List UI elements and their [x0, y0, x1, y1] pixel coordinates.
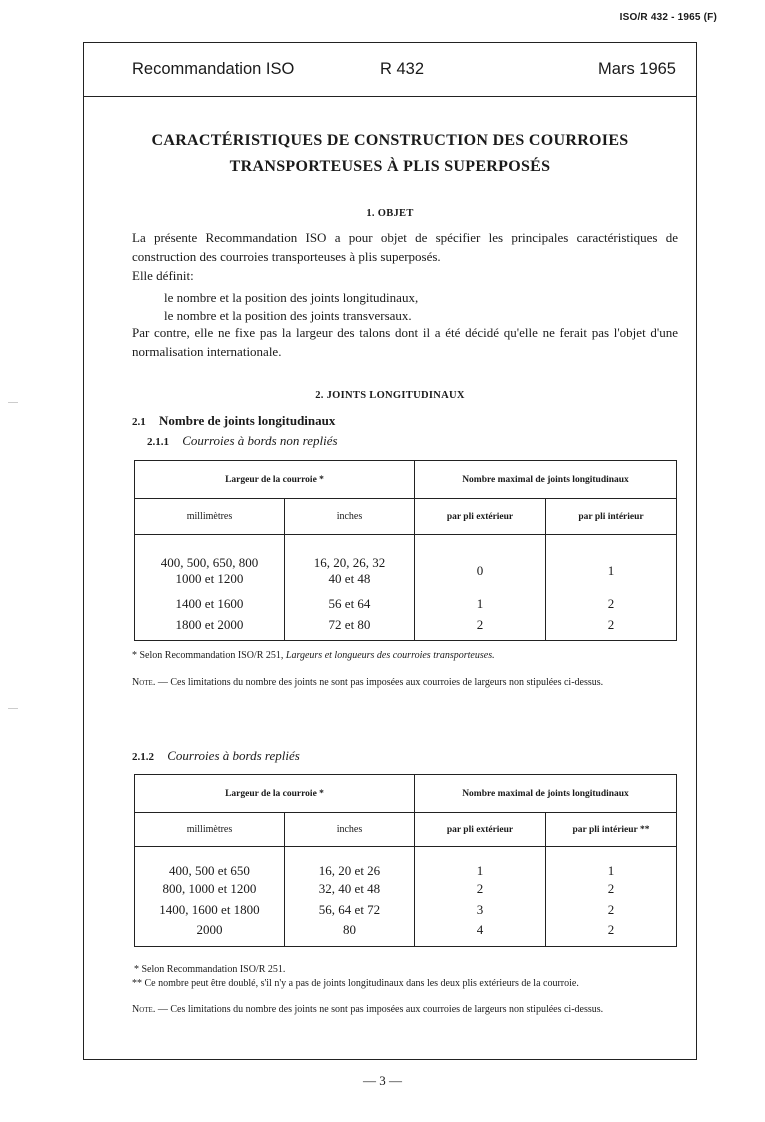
subsection-2-1-1 [147, 433, 338, 449]
t2-cell-in: 32, 40 et 48 [285, 879, 415, 899]
table-folded-edges [134, 774, 677, 947]
page-number: — 3 — [363, 1073, 402, 1088]
note-1 [132, 676, 678, 689]
t1-r1-mm-a: 400, 500, 650, 800 [160, 554, 259, 570]
t2-cell-mm: 1400, 1600 et 1800 [135, 899, 285, 921]
header-number: R 432 [380, 60, 425, 78]
table-row [135, 879, 677, 899]
scan-mark [8, 402, 18, 403]
t2-cell-in: 80 [285, 921, 415, 947]
subsection-2-1-title: Nombre de joints longitudinaux [159, 413, 336, 428]
note-1-text: — Ces limitations du nombre des joints ne sont pas imposées aux courroies de largeurs non stipulées ci-dessus. [155, 677, 604, 688]
t2-cell-ext: 1 [415, 847, 546, 879]
t1-header-width: Largeur de la courroie * [135, 461, 415, 499]
t1-r1-mm-b: 1000 et 1200 [175, 570, 244, 586]
subsection-2-1 [132, 413, 335, 429]
t1-header-mm: millimètres [135, 499, 285, 535]
subsection-2-1-2 [132, 748, 300, 764]
section-1-item-2: le nombre et la position des joints transversaux. [164, 308, 412, 323]
t2-cell-int: 2 [546, 899, 677, 921]
t1-r1-int: 1 [546, 535, 677, 593]
section-1-heading: 1. OBJET [366, 208, 414, 219]
t1-r1-mm [135, 535, 285, 593]
note-2-label: Note. [132, 1004, 156, 1015]
page-frame [83, 42, 697, 1060]
t2-cell-int: 2 [546, 879, 677, 899]
table-row [135, 593, 677, 615]
t1-header-inches: inches [285, 499, 415, 535]
t2-header-outer-ply: par pli extérieur [415, 813, 546, 847]
section-2-heading: 2. JOINTS LONGITUDINAUX [315, 390, 465, 401]
footnote-1-title: Largeurs et longueurs des courroies transporteuses. [285, 650, 495, 661]
t2-header-inner-ply: par pli intérieur ** [546, 813, 677, 847]
scan-mark [8, 708, 18, 709]
note-2-text: — Ces limitations du nombre des joints ne sont pas imposées aux courroies de largeurs non stipulées ci-dessus. [155, 1004, 604, 1015]
t2-header-inches: inches [285, 813, 415, 847]
table-row [135, 615, 677, 641]
t2-header-width: Largeur de la courroie * [135, 775, 415, 813]
footnote-1 [132, 649, 495, 662]
footnote-1-text: * Selon Recommandation ISO/R 251, [132, 650, 286, 661]
footnote-2a: * Selon Recommandation ISO/R 251. [134, 964, 286, 975]
table-unfolded-edges [134, 460, 677, 641]
t1-header-inner-ply: par pli intérieur [546, 499, 677, 535]
t1-r2-in: 56 et 64 [285, 593, 415, 615]
t1-r1-in-b: 40 et 48 [328, 570, 371, 586]
section-1-paragraph-1: La présente Recommandation ISO a pour objet de spécifier les principales caractéristiques de construction des courroies transporteuses à plis superposés. [132, 230, 678, 264]
note-1-label: Note. [132, 677, 156, 688]
subsection-2-1-1-title: Courroies à bords non repliés [182, 433, 338, 448]
table-row [135, 921, 677, 947]
t2-cell-in: 16, 20 et 26 [285, 847, 415, 879]
t1-r3-mm: 1800 et 2000 [135, 615, 285, 641]
table-row [135, 847, 677, 879]
t1-r2-mm: 1400 et 1600 [135, 593, 285, 615]
section-1-paragraph-3: Par contre, elle ne fixe pas la largeur des talons dont il a été décidé qu'elle ne ferait pas l'objet d'une normalisation internationale. [132, 325, 678, 359]
note-2 [132, 1003, 678, 1016]
subsection-2-1-number: 2.1 [132, 416, 146, 428]
t1-r3-int: 2 [546, 615, 677, 641]
t1-r3-ext: 2 [415, 615, 546, 641]
t2-cell-mm: 400, 500 et 650 [135, 847, 285, 879]
doc-title-line2: TRANSPORTEUSES À PLIS SUPERPOSÉS [229, 158, 551, 175]
t2-cell-mm: 800, 1000 et 1200 [135, 879, 285, 899]
t2-cell-ext: 3 [415, 899, 546, 921]
t2-header-mm: millimètres [135, 813, 285, 847]
t1-r2-int: 2 [546, 593, 677, 615]
t2-cell-int: 1 [546, 847, 677, 879]
t2-cell-mm: 2000 [135, 921, 285, 947]
t2-cell-ext: 2 [415, 879, 546, 899]
doc-title-line1: CARACTÉRISTIQUES DE CONSTRUCTION DES COURROIES [151, 132, 629, 149]
section-1-paragraph-2: Elle définit: [132, 268, 194, 283]
table-row [135, 899, 677, 921]
header-left: Recommandation ISO [132, 60, 295, 78]
subsection-2-1-1-number: 2.1.1 [147, 436, 169, 448]
header-bar [84, 43, 696, 97]
t1-r1-ext: 0 [415, 535, 546, 593]
t1-r2-ext: 1 [415, 593, 546, 615]
subsection-2-1-2-title: Courroies à bords repliés [167, 748, 300, 763]
t1-r3-in: 72 et 80 [285, 615, 415, 641]
subsection-2-1-2-number: 2.1.2 [132, 751, 154, 763]
section-1-item-1: le nombre et la position des joints longitudinaux, [164, 290, 419, 305]
t2-cell-ext: 4 [415, 921, 546, 947]
footnote-2b: ** Ce nombre peut être doublé, s'il n'y a pas de joints longitudinaux dans les deux plis extérieurs de la courroie. [132, 978, 579, 989]
document-reference: ISO/R 432 - 1965 (F) [619, 12, 717, 23]
t1-header-max-joints: Nombre maximal de joints longitudinaux [415, 461, 677, 499]
t1-header-outer-ply: par pli extérieur [415, 499, 546, 535]
header-date: Mars 1965 [598, 60, 676, 78]
t1-r1-in-a: 16, 20, 26, 32 [313, 554, 386, 570]
t2-header-max-joints: Nombre maximal de joints longitudinaux [415, 775, 677, 813]
t1-r1-in [285, 535, 415, 593]
t2-cell-int: 2 [546, 921, 677, 947]
table-row [135, 535, 677, 593]
t2-cell-in: 56, 64 et 72 [285, 899, 415, 921]
